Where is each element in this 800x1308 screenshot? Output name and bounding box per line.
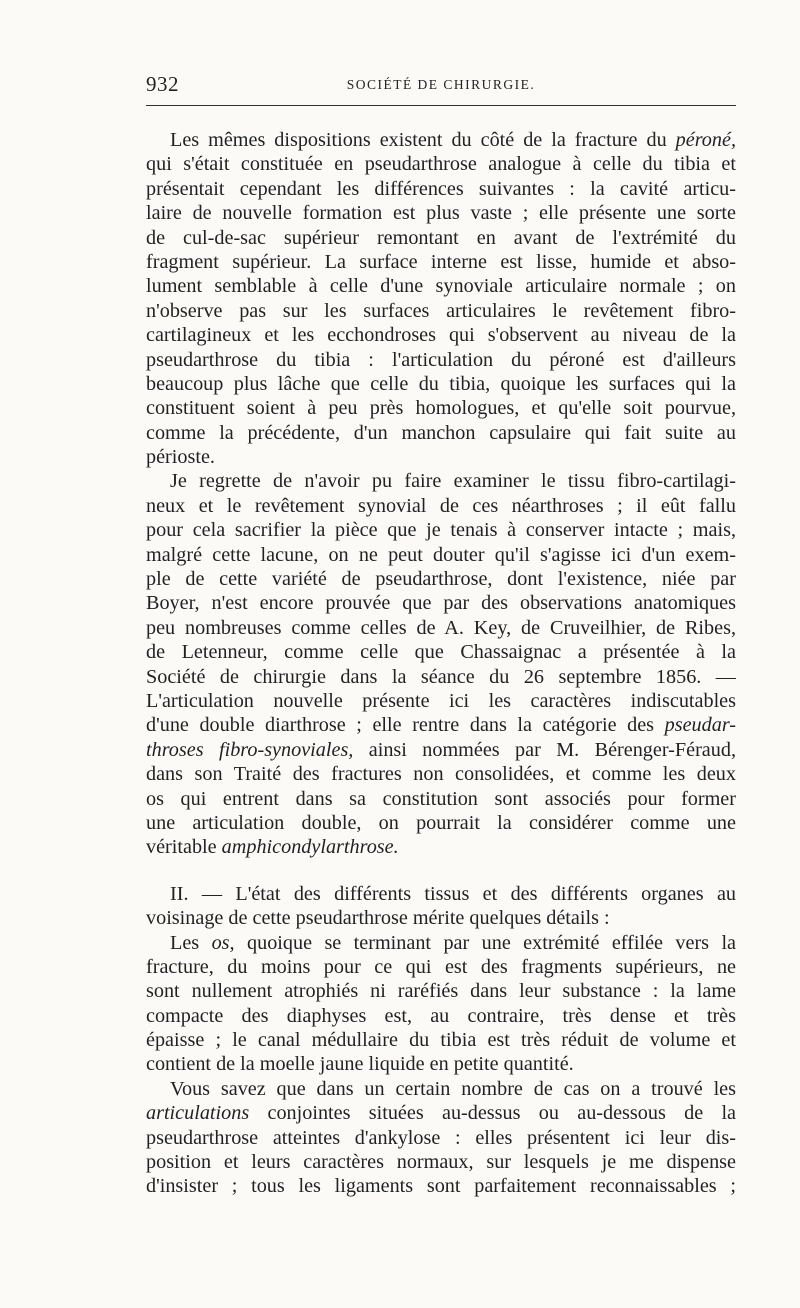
paragraph — [146, 469, 736, 859]
text-line: pseudarthrose atteintes d'ankylose : elles présentent ici leur dis- — [146, 1126, 736, 1149]
text-line: de cul-de-sac supérieur remontant en avant de l'extrémité du — [146, 226, 736, 249]
text-line: véritable amphicondylarthrose. — [146, 836, 399, 859]
text-line: présentait cependant les différences suivantes : la cavité articu- — [146, 177, 736, 200]
text-line: malgré cette lacune, on ne peut douter qu'il s'agisse ici d'un exem- — [146, 543, 736, 566]
text-line: throses fibro-synoviales, ainsi nommées par M. Bérenger-Féraud, — [146, 738, 736, 761]
text-line: ple de cette variété de pseudarthrose, dont l'existence, niée par — [146, 568, 736, 591]
text-line: de Letenneur, comme celle que Chassaignac a présentée à la — [146, 641, 736, 664]
paragraph — [146, 931, 736, 1077]
text-line: épaisse ; le canal médullaire du tibia est très réduit de volume et — [146, 1029, 736, 1052]
paragraph — [146, 128, 736, 469]
text-line: voisinage de cette pseudarthrose mérite quelques détails : — [146, 907, 610, 930]
text-line: peu nombreuses comme celles de A. Key, de Cruveilhier, de Ribes, — [146, 616, 736, 639]
text-line: sont nullement atrophiés ni raréfiés dans leur substance : la lame — [146, 980, 736, 1003]
text-line: Je regrette de n'avoir pu faire examiner le tissu fibro-cartilagi- — [170, 470, 736, 493]
text-line: cartilagineux et les ecchondroses qui s'observent au niveau de la — [146, 324, 736, 347]
header-rule — [146, 105, 736, 106]
running-title: SOCIÉTÉ DE CHIRURGIE. — [346, 77, 536, 92]
text-line: d'une double diarthrose ; elle rentre dans la catégorie des pseudar- — [146, 714, 736, 737]
text-line: Société de chirurgie dans la séance du 26 septembre 1856. — — [146, 665, 736, 688]
text-line: qui s'était constituée en pseudarthrose analogue à celle du tibia et — [146, 153, 736, 176]
section-gap — [146, 860, 736, 882]
paragraph — [146, 1077, 736, 1199]
text-line: Les os, quoique se terminant par une extrémité effilée vers la — [170, 931, 736, 954]
text-line: fragment supérieur. La surface interne est lisse, humide et abso- — [146, 250, 736, 273]
text-line: pour cela sacrifier la pièce que je tenais à conserver intacte ; mais, — [146, 519, 736, 542]
paragraph — [146, 882, 736, 931]
text-line: fracture, du moins pour ce qui est des fragments supérieurs, ne — [146, 955, 736, 978]
text-line: position et leurs caractères normaux, sur lesquels je me dispense — [146, 1151, 736, 1174]
text-line: lument semblable à celle d'une synoviale articulaire normale ; on — [146, 275, 736, 298]
text-line: contient de la moelle jaune liquide en petite quantité. — [146, 1053, 574, 1076]
text-line: constituent soient à peu près homologues, et qu'elle soit pourvue, — [146, 397, 736, 420]
text-line: d'insister ; tous les ligaments sont parfaitement reconnaissables ; — [146, 1175, 736, 1198]
text-line: L'articulation nouvelle présente ici les caractères indiscutables — [146, 689, 736, 712]
text-line: périoste. — [146, 446, 215, 469]
text-line: Les mêmes dispositions existent du côté de la fracture du péroné, — [170, 129, 736, 151]
text-line: pseudarthrose du tibia : l'articulation du péroné est d'ailleurs — [146, 348, 736, 371]
text-line: dans son Traité des fractures non consolidées, et comme les deux — [146, 763, 736, 786]
text-line: Boyer, n'est encore prouvée que par des observations anatomiques — [146, 592, 736, 615]
text-line: beaucoup plus lâche que celle du tibia, quoique les surfaces qui la — [146, 372, 736, 395]
text-line: compacte des diaphyses est, au contraire, très dense et très — [146, 1004, 736, 1027]
text-line: articulations conjointes situées au-dessus ou au-dessous de la — [146, 1102, 736, 1125]
text-line: n'observe pas sur les surfaces articulaires le revêtement fibro- — [146, 299, 736, 322]
text-line: comme la précédente, d'un manchon capsulaire qui fait suite au — [146, 421, 736, 444]
text-line: II. — L'état des différents tissus et des différents organes au — [170, 882, 736, 905]
body-text — [146, 128, 736, 1199]
text-line: Vous savez que dans un certain nombre de cas on a trouvé les — [170, 1077, 736, 1100]
text-line: laire de nouvelle formation est plus vaste ; elle présente une sorte — [146, 202, 736, 225]
text-line: os qui entrent dans sa constitution sont associés pour former — [146, 787, 736, 810]
page-header — [146, 72, 736, 102]
text-line: une articulation double, on pourrait la considérer comme une — [146, 811, 736, 834]
page-number: 932 — [146, 72, 179, 96]
text-line: neux et le revêtement synovial de ces néarthroses ; il eût fallu — [146, 494, 736, 517]
